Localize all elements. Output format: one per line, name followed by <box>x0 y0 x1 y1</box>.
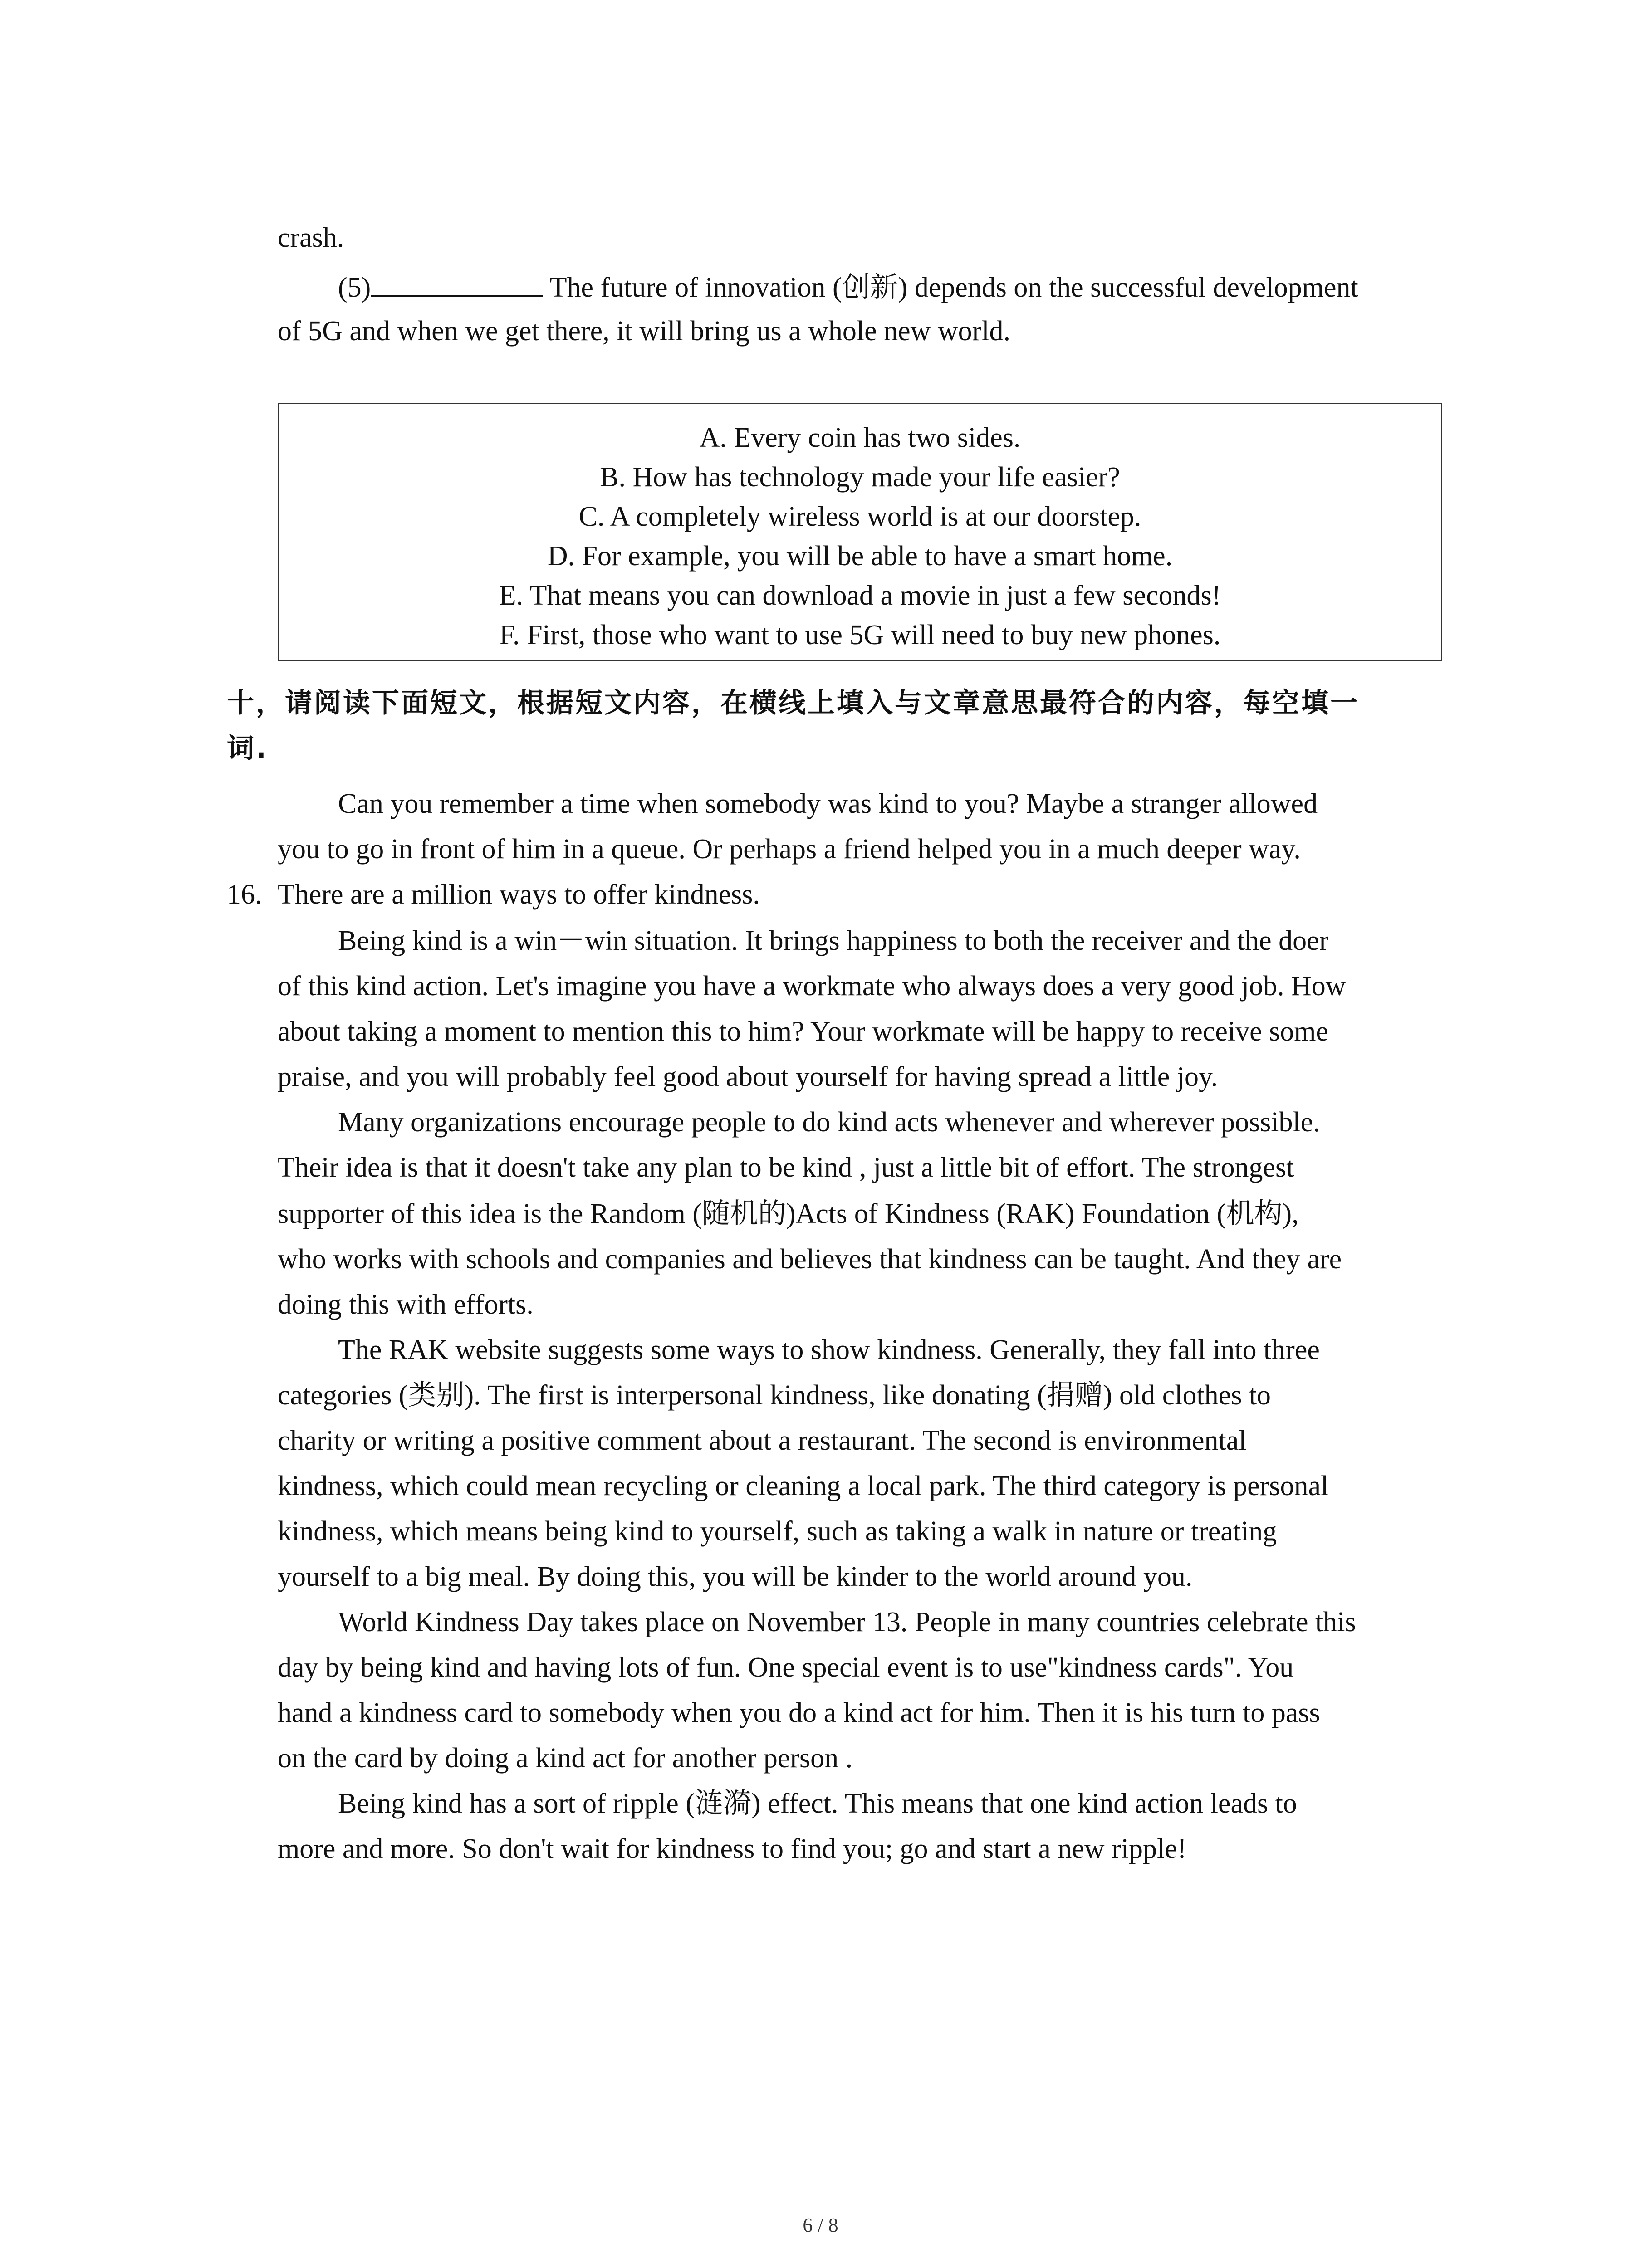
passage-line: hand a kindness card to somebody when you do a kind act for him. Then it is his turn to pass <box>278 1697 1320 1728</box>
passage-line: kindness, which means being kind to yourself, such as taking a walk in nature or treating <box>278 1516 1277 1547</box>
option-e: E. That means you can download a movie in just a few seconds! <box>499 580 1221 611</box>
options-box <box>278 403 1442 661</box>
passage-line: Being kind is a win－win situation. It brings happiness to both the receiver and the doer <box>338 925 1329 956</box>
passage-line: categories (类别). The first is interpersonal kindness, like donating (捐赠) old clothes to <box>278 1380 1271 1411</box>
option-b: B. How has technology made your life easier? <box>600 462 1120 493</box>
answer-blank-5[interactable] <box>371 268 543 297</box>
text-line-5g-world: of 5G and when we get there, it will bring us a whole new world. <box>278 316 1011 347</box>
passage-line: charity or writing a positive comment about a restaurant. The second is environmental <box>278 1425 1247 1456</box>
passage-line: about taking a moment to mention this to him? Your workmate will be happy to receive some <box>278 1016 1328 1047</box>
page-number: 6 / 8 <box>803 2214 838 2236</box>
passage-line: World Kindness Day takes place on November 13. People in many countries celebrate this <box>338 1607 1356 1637</box>
text-line-crash: crash. <box>278 222 344 253</box>
passage-line: on the card by doing a kind act for another person . <box>278 1743 853 1774</box>
option-d: D. For example, you will be able to have a smart home. <box>547 541 1173 572</box>
passage-line: yourself to a big meal. By doing this, you will be kinder to the world around you. <box>278 1561 1193 1592</box>
passage-line: of this kind action. Let's imagine you have a workmate who always does a very good job. How <box>278 971 1346 1002</box>
passage-line: There are a million ways to offer kindness. <box>278 879 760 910</box>
passage-line: kindness, which could mean recycling or cleaning a local park. The third category is personal <box>278 1471 1329 1501</box>
passage-line: The RAK website suggests some ways to show kindness. Generally, they fall into three <box>338 1334 1320 1365</box>
passage-line: Their idea is that it doesn't take any plan to be kind , just a little bit of effort. The strongest <box>278 1152 1294 1183</box>
option-c: C. A completely wireless world is at our doorstep. <box>578 501 1141 532</box>
passage-line: more and more. So don't wait for kindness to find you; go and start a new ripple! <box>278 1833 1187 1864</box>
passage-line: day by being kind and having lots of fun. One special event is to use"kindness cards". You <box>278 1652 1294 1683</box>
passage-line: Can you remember a time when somebody was kind to you? Maybe a stranger allowed <box>338 788 1318 819</box>
question-number-16: 16. <box>227 879 262 910</box>
passage-line: doing this with efforts. <box>278 1289 534 1320</box>
option-a: A. Every coin has two sides. <box>699 422 1021 453</box>
passage-line: Being kind has a sort of ripple (涟漪) effect. This means that one kind action leads to <box>338 1788 1297 1819</box>
section-heading-line2: 词. <box>227 733 268 764</box>
option-f: F. First, those who want to use 5G will need to buy new phones. <box>499 620 1221 650</box>
passage-line: Many organizations encourage people to do kind acts whenever and wherever possible. <box>338 1107 1320 1138</box>
question-5-label: (5) <box>338 272 371 303</box>
passage-line: who works with schools and companies and believes that kindness can be taught. And they are <box>278 1244 1342 1275</box>
passage-line: praise, and you will probably feel good about yourself for having spread a little joy. <box>278 1061 1218 1092</box>
section-heading-line1: 十，请阅读下面短文，根据短文内容，在横线上填入与文章意思最符合的内容，每空填一 <box>227 687 1359 719</box>
passage-line: supporter of this idea is the Random (随机的)Acts of Kindness (RAK) Foundation (机构), <box>278 1198 1299 1229</box>
question-5-line <box>338 268 1358 306</box>
question-5-text: The future of innovation (创新) depends on the successful development <box>543 272 1358 303</box>
passage-line: you to go in front of him in a queue. Or perhaps a friend helped you in a much deeper way. <box>278 834 1301 865</box>
